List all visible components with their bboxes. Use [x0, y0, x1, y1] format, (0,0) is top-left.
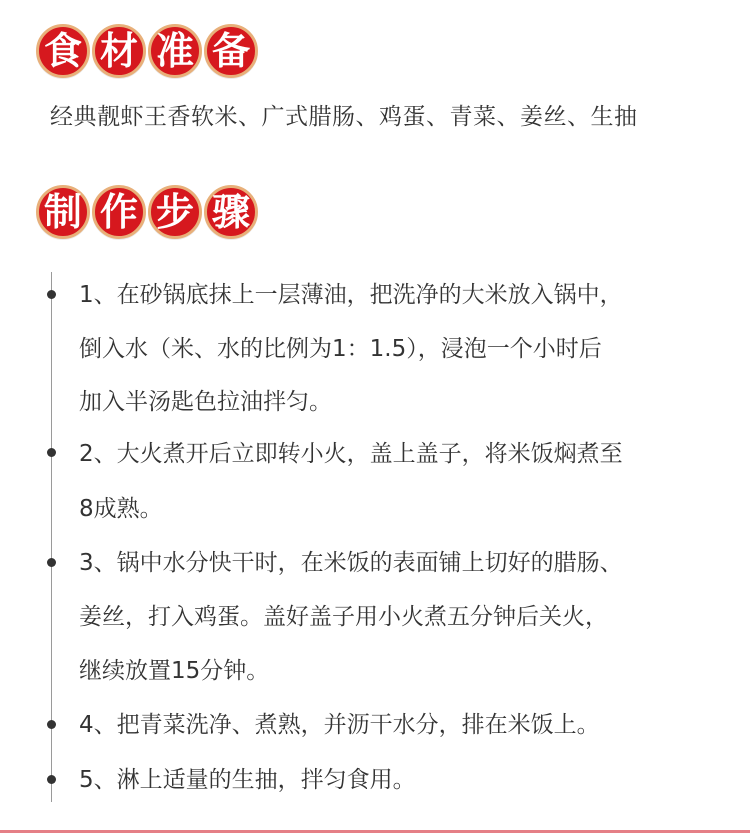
step-4-marker — [47, 720, 56, 729]
ingredients-list: 经典靓虾王香软米、广式腊肠、鸡蛋、青菜、姜丝、生抽 — [50, 104, 638, 130]
heading-char-badge: 骤 — [204, 185, 258, 239]
step-1-line-2: 倒入水（米、水的比例为1：1.5），浸泡一个小时后 — [79, 336, 602, 362]
step-2-marker — [47, 448, 56, 457]
step-5-marker — [47, 775, 56, 784]
heading-char-badge: 食 — [36, 24, 90, 78]
step-1-line-3: 加入半汤匙色拉油拌匀。 — [79, 389, 332, 415]
ingredients-heading — [36, 24, 258, 78]
step-4-line-1: 4、把青菜洗净、煮熟，并沥干水分，排在米饭上。 — [79, 712, 600, 738]
step-2-line-2: 8成熟。 — [79, 496, 163, 522]
step-3-line-3: 继续放置15分钟。 — [79, 658, 270, 684]
heading-char-badge: 作 — [92, 185, 146, 239]
step-5-line-1: 5、淋上适量的生抽，拌匀食用。 — [79, 767, 416, 793]
step-1-line-1: 1、在砂锅底抹上一层薄油，把洗净的大米放入锅中， — [79, 282, 623, 308]
step-1-marker — [47, 290, 56, 299]
step-2-line-1: 2、大火煮开后立即转小火，盖上盖子，将米饭焖煮至 — [79, 441, 623, 467]
heading-char-badge: 步 — [148, 185, 202, 239]
step-3-line-2: 姜丝，打入鸡蛋。盖好盖子用小火煮五分钟后关火， — [79, 604, 608, 630]
step-3-marker — [47, 558, 56, 567]
heading-char-badge: 备 — [204, 24, 258, 78]
heading-char-badge: 准 — [148, 24, 202, 78]
heading-char-badge: 制 — [36, 185, 90, 239]
step-3-line-1: 3、锅中水分快干时，在米饭的表面铺上切好的腊肠、 — [79, 550, 623, 576]
heading-char-badge: 材 — [92, 24, 146, 78]
steps-heading — [36, 185, 258, 239]
